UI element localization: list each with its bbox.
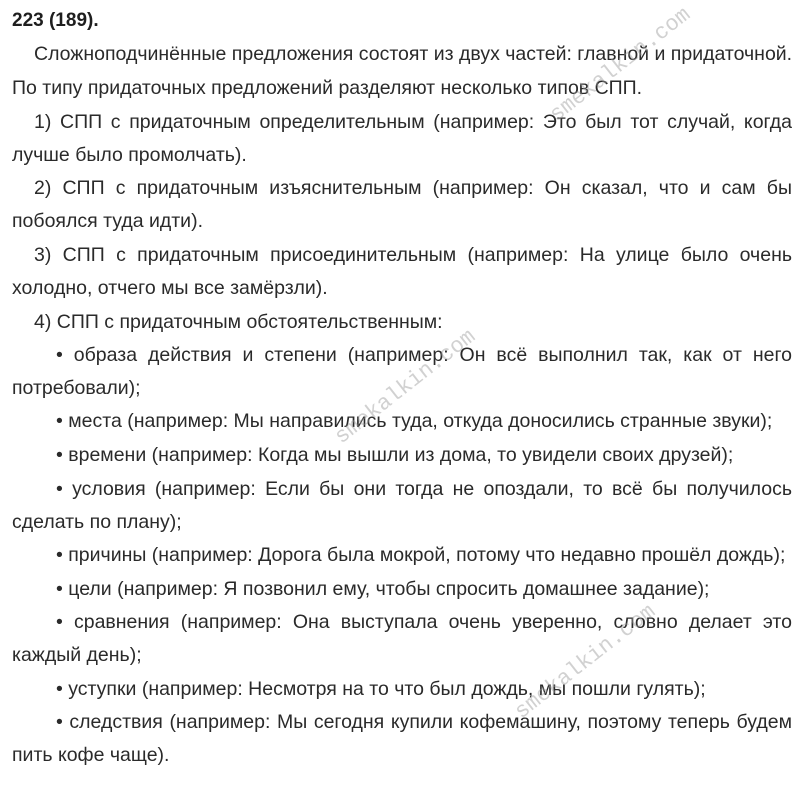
- purpose-line: • цели (например: Я позвонил ему, чтобы спросить домашнее задание);: [56, 578, 710, 600]
- place-line: • места (например: Мы направились туда, откуда доносились странные звуки);: [56, 410, 773, 432]
- watermark: smekalkin.com: [330, 324, 481, 450]
- condition-line-2: сделать по плану);: [12, 511, 182, 533]
- exercise-number: 223 (189).: [12, 10, 99, 31]
- type-1-line-2: лучше было промолчать).: [12, 144, 247, 166]
- manner-line-1: • образа действия и степени (например: Он всё выполнил так, как от него: [56, 344, 792, 366]
- manner-line-2: потребовали);: [12, 377, 141, 399]
- type-1-line-1: 1) СПП с придаточным определительным (например: Это был тот случай, когда: [34, 111, 792, 133]
- consequence-line-2: пить кофе чаще).: [12, 744, 170, 766]
- type-3-line-2: холодно, отчего мы все замёрзли).: [12, 277, 328, 299]
- type-4-heading: 4) СПП с придаточным обстоятельственным:: [34, 311, 443, 333]
- type-2-line-2: побоялся туда идти).: [12, 210, 203, 232]
- type-2-line-1: 2) СПП с придаточным изъяснительным (например: Он сказал, что и сам бы: [34, 177, 792, 199]
- consequence-line-1: • следствия (например: Мы сегодня купили кофемашину, поэтому теперь будем: [56, 711, 792, 733]
- intro-line-1: Сложноподчинённые предложения состоят из двух частей: главной и придаточной.: [34, 43, 793, 65]
- comparison-line-1: • сравнения (например: Она выступала очень уверенно, словно делает это: [56, 611, 792, 633]
- concession-line: • уступки (например: Несмотря на то что был дождь, мы пошли гулять);: [56, 678, 706, 700]
- watermark: smekalkin.com: [510, 599, 661, 725]
- cause-line: • причины (например: Дорога была мокрой, потому что недавно прошёл дождь);: [56, 544, 786, 566]
- comparison-line-2: каждый день);: [12, 644, 142, 666]
- watermark: smekalkin.com: [545, 2, 696, 128]
- intro-line-2: По типу придаточных предложений разделяют несколько типов СПП.: [12, 77, 643, 99]
- condition-line-1: • условия (например: Если бы они тогда не опоздали, то всё бы получилось: [56, 478, 792, 500]
- type-3-line-1: 3) СПП с придаточным присоединительным (например: На улице было очень: [34, 244, 792, 266]
- time-line: • времени (например: Когда мы вышли из дома, то увидели своих друзей);: [56, 444, 734, 466]
